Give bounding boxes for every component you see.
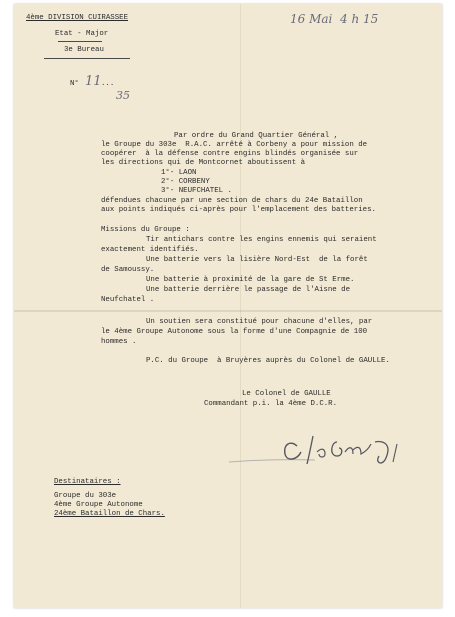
recipient-item: 4ème Groupe Autonome	[54, 501, 143, 509]
number-extra-handwritten: 35	[116, 89, 130, 102]
mission-line: de Samoussy.	[101, 266, 155, 274]
recipient-item: 24ème Bataillon de Chars.	[54, 510, 165, 518]
signatory-name: Le Colonel de GAULLE	[242, 390, 331, 398]
handwritten-signature	[225, 422, 415, 472]
body-line: défendues chacune par une section de chars du 24e Bataillon	[101, 197, 363, 205]
bureau-title: 3e Bureau	[64, 46, 104, 54]
support-line: hommes .	[101, 338, 137, 346]
mission-line: Tir antichars contre les engins ennemis qui seraient	[146, 236, 377, 244]
command-post-line: P.C. du Groupe à Bruyères auprès du Colonel de GAULLE.	[146, 357, 390, 365]
date-handwritten: 16 Mai 4 h 15	[290, 12, 379, 26]
mission-line: Une batterie derrière le passage de l'Aisne de	[146, 286, 351, 294]
mission-line: Neufchatel .	[101, 296, 155, 304]
direction-item: 1°- LAON	[161, 169, 197, 177]
body-line: les directions qui de Montcornet aboutissent à	[101, 159, 306, 167]
direction-item: 3°- NEUFCHATEL .	[161, 187, 232, 195]
mission-line: Une batterie vers la lisière Nord-Est de la forêt	[146, 256, 368, 264]
missions-title: Missions du Groupe :	[101, 226, 190, 234]
division-title: 4ème DIVISION CUIRASSEE	[26, 14, 129, 22]
fold-line-horizontal	[14, 310, 442, 312]
order-line: Par ordre du Grand Quartier Général ,	[174, 132, 339, 140]
mission-line: exactement identifiés.	[101, 246, 199, 254]
body-line: coopérer à la défense contre engins blindés organisée sur	[101, 150, 359, 158]
staff-title: Etat - Major	[55, 30, 109, 38]
recipients-title: Destinataires :	[54, 478, 121, 486]
direction-item: 2°- CORBENY	[161, 178, 210, 186]
number-prefix: N°	[70, 80, 79, 88]
mission-line: Une batterie à proximité de la gare de St Erme.	[146, 276, 355, 284]
header-rule-1	[58, 41, 102, 42]
header-rule-2	[44, 58, 130, 59]
recipient-item: Groupe du 303e	[54, 492, 117, 500]
support-line: le 4ème Groupe Autonome sous la forme d'une Compagnie de 100	[101, 328, 368, 336]
body-line: le Groupe du 303e R.A.C. arrêté à Corbeny a pour mission de	[101, 141, 368, 149]
fold-line-vertical	[240, 4, 241, 608]
body-line: aux points indiqués ci-après pour l'emplacement des batteries.	[101, 206, 376, 214]
support-line: Un soutien sera constitué pour chacune d'elles, par	[146, 318, 373, 326]
number-handwritten: 11	[85, 74, 102, 89]
number-dots: ...	[101, 80, 115, 88]
signatory-title: Commandant p.i. la 4ème D.C.R.	[204, 400, 338, 408]
